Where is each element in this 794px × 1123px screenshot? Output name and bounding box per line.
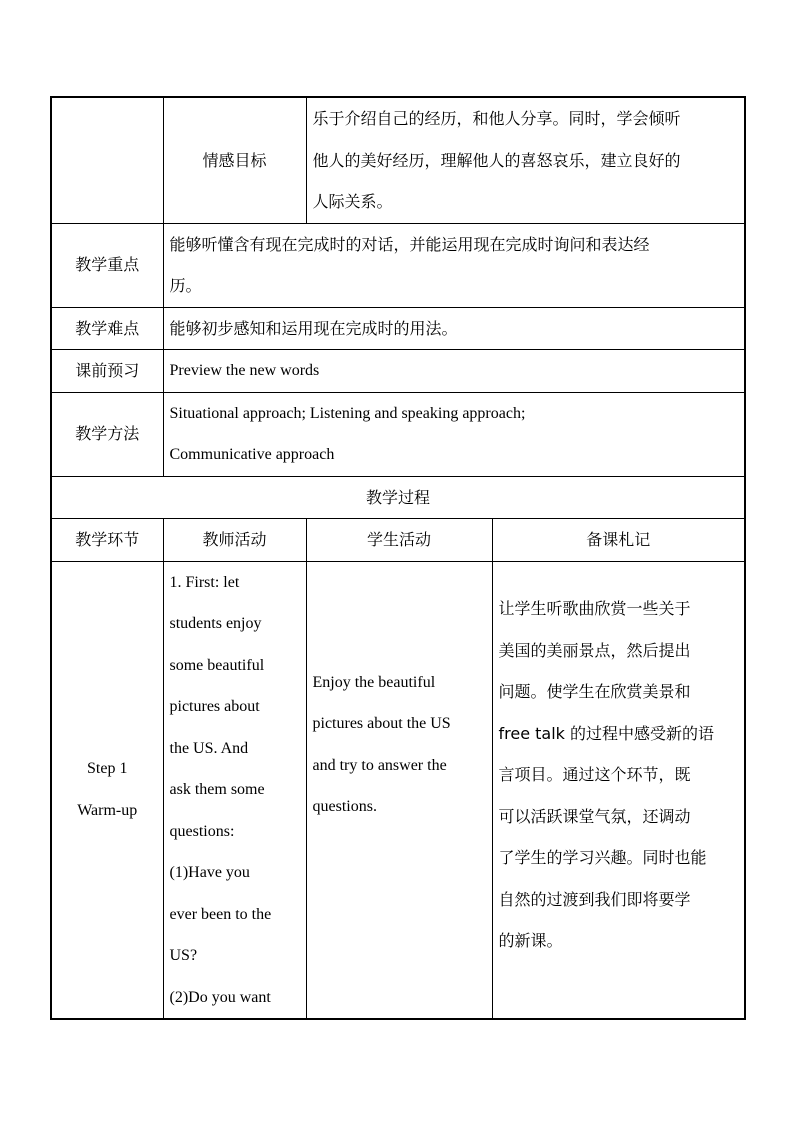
step1-teacher-activity	[163, 561, 306, 1019]
text-line: Communicative approach	[169, 446, 335, 463]
text-line: 能够听懂含有现在完成时的对话，并能运用现在完成时询问和表达经	[169, 234, 650, 254]
text-line: (2)Do you want	[169, 988, 271, 1006]
text-line: some beautiful	[169, 656, 265, 674]
text-line: questions.	[312, 798, 377, 816]
difficulties-text: 能够初步感知和运用现在完成时的用法。	[163, 307, 745, 350]
text-line: students enjoy	[169, 615, 262, 632]
emotion-goal-text	[306, 97, 745, 223]
row-emotion	[51, 97, 745, 223]
row-key-points	[51, 223, 745, 307]
text-line: and try to answer the	[312, 756, 447, 774]
text-line: 让学生听歌曲欣赏一些关于	[498, 599, 691, 618]
text-line: 可以活跃课堂气氛，还调动	[498, 806, 691, 826]
text-line: 自然的过渡到我们即将要学	[498, 889, 691, 909]
cell-empty	[51, 97, 163, 223]
text-line: pictures about	[169, 698, 260, 715]
header-notes: 备课札记	[492, 519, 745, 562]
label-difficulties: 教学难点	[51, 307, 163, 350]
row-headers	[51, 519, 745, 562]
text-line: Step 1	[87, 760, 128, 778]
text-line: (1)Have you	[169, 864, 250, 881]
text-line: Warm-up	[77, 801, 138, 819]
row-step1	[51, 561, 745, 1019]
step1-notes	[492, 561, 745, 1019]
text-line: ask them some	[169, 781, 265, 798]
label-preview: 课前预习	[51, 350, 163, 393]
text-line: 他人的美好经历，理解他人的喜怒哀乐，建立良好的	[312, 150, 681, 170]
text-line: 1. First: let	[169, 573, 240, 591]
text-line: 美国的美丽景点，然后提出	[498, 640, 691, 660]
text-line: free talk 的过程中感受新的语	[498, 723, 715, 743]
text-line: ever been to the	[169, 905, 272, 923]
text-line: Enjoy the beautiful	[312, 673, 436, 691]
text-line: questions:	[169, 822, 235, 840]
row-methods	[51, 392, 745, 476]
text-line: 的新课。	[498, 931, 563, 950]
step1-student-activity	[306, 561, 492, 1019]
text-line: 了学生的学习兴趣。同时也能	[498, 848, 707, 867]
step1-stage	[51, 561, 163, 1019]
text-line: pictures about the US	[312, 715, 451, 733]
text-line: 乐于介绍自己的经历，和他人分享。同时，学会倾听	[312, 109, 681, 128]
preview-text: Preview the new words	[163, 350, 745, 393]
key-points-text	[163, 223, 745, 307]
label-emotion-goal: 情感目标	[163, 97, 306, 223]
header-student-activity: 学生活动	[306, 519, 492, 562]
lesson-plan-table	[50, 96, 746, 1020]
header-stage: 教学环节	[51, 519, 163, 562]
process-title: 教学过程	[51, 476, 745, 519]
row-process-title	[51, 476, 745, 519]
text-line: 人际关系。	[312, 192, 393, 211]
text-line: US?	[169, 947, 198, 964]
row-difficulties	[51, 307, 745, 350]
methods-text	[163, 392, 745, 476]
text-line: 历。	[169, 276, 202, 295]
text-line: Situational approach; Listening and speaking approach;	[169, 404, 526, 422]
label-key-points: 教学重点	[51, 223, 163, 307]
header-teacher-activity: 教师活动	[163, 519, 306, 562]
text-line: 问题。使学生在欣赏美景和	[498, 682, 691, 701]
text-line: the US. And	[169, 739, 249, 757]
row-preview	[51, 350, 745, 393]
text-line: 言项目。通过这个环节，既	[498, 765, 691, 784]
label-methods: 教学方法	[51, 392, 163, 476]
